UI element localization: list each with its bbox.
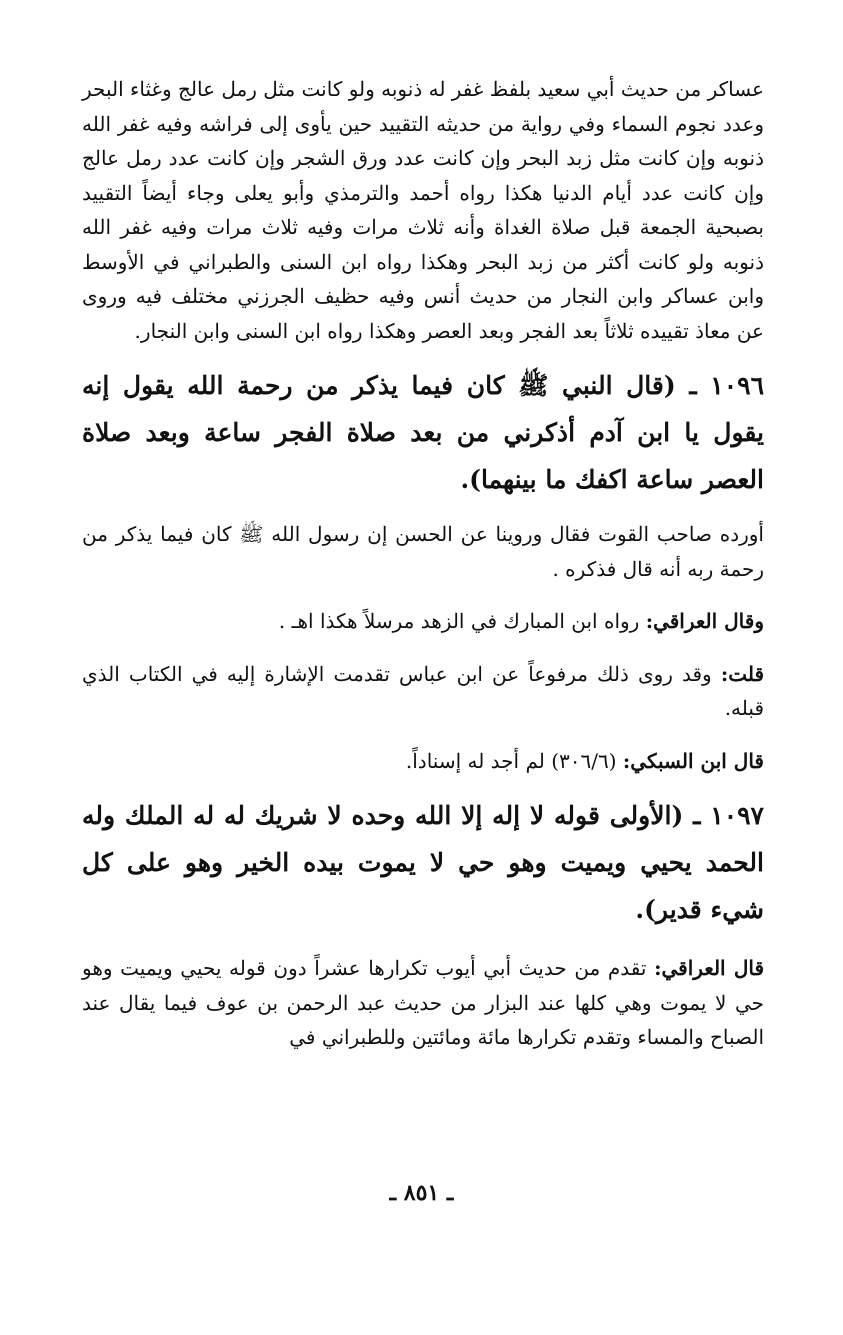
paragraph-commentary-1: عساكر من حديث أبي سعيد بلفظ غفر له ذنوبه ولو كانت مثل رمل عالج وغثاء البحر وعدد نجوم السماء وفي رواية من حديثه التقييد حين يأوى إلى فراشه وفيه غفر الله ذنوبه وإن كانت مثل زبد البحر وإن كانت عدد ورق الشجر وإن كانت عدد رمل عالج وإن كانت عدد أيام الدنيا هكذا رواه أحمد والترمذي وأبو يعلى وجاء أيضاً التقييد بصبحية الجمعة قبل صلاة الغداة وأنه ثلاث مرات وفيه ثلاث مرات وفيه غفر الله ذنوبه ولو كانت أكثر من زبد البحر وهكذا رواه ابن السنى والطبراني في الأوسط وابن عساكر وابن النجار من حديث أنس وفيه حظيف الجرزني مختلف فيه وروى عن معاذ تقييده ثلاثاً بعد الفجر وبعد العصر وهكذا رواه ابن السنى وابن النجار. [82, 77, 764, 343]
paragraph-subki-note [82, 744, 764, 779]
page-body [82, 72, 764, 1055]
hadith-text: (الأولى قوله لا إله إلا الله وحده لا شريك له له الملك وله الحمد يحيي ويميت وهو حي لا يموت بيده الخير وهو على كل شيء قدير). [82, 801, 764, 924]
paragraph-commentary-2: أورده صاحب القوت فقال وروينا عن الحسن إن رسول الله ﷺ كان فيما يذكر من رحمة ربه أنه قال فذكره . [82, 522, 764, 581]
paragraph-qultu-note [82, 657, 764, 726]
speaker-label: قلت: [720, 661, 765, 686]
note-text: رواه ابن المبارك في الزهد مرسلاً هكذا اهـ . [278, 609, 640, 633]
speaker-label: قال العراقي: [654, 956, 765, 980]
hadith-1097 [82, 792, 764, 933]
note-text: (٣٠٦/٦) لم أجد له إسناداً. [405, 748, 617, 773]
hadith-number: ١٠٩٦ ـ [689, 371, 764, 400]
note-text: تقدم من حديث أبي أيوب تكرارها عشراً دون قوله يحيي ويميت وهو حي لا يموت وهي كلها عند البزار من حديث عبد الرحمن بن عوف فيما يقال عند الصباح والمساء وتقدم تكرارها مائة ومائتين وللطبراني في [82, 956, 764, 1049]
hadith-1096 [82, 362, 764, 503]
paragraph-iraqi-note-2 [82, 951, 764, 1055]
paragraph-iraqi-note [82, 604, 764, 639]
hadith-text: (قال النبي ﷺ كان فيما يذكر من رحمة الله يقول إنه يقول يا ابن آدم أذكرني من بعد صلاة الفجر ساعة وبعد صلاة العصر ساعة اكفك ما بينهما). [82, 371, 764, 494]
note-text: وقد روى ذلك مرفوعاً عن ابن عباس تقدمت الإشارة إليه في الكتاب الذي قبله. [82, 661, 764, 720]
speaker-label: قال ابن السبكي: [622, 748, 764, 773]
hadith-number: ١٠٩٧ ـ [693, 801, 764, 830]
page-number: ـ ٨٥١ ـ [389, 1180, 454, 1206]
speaker-label: وقال العراقي: [645, 609, 764, 633]
